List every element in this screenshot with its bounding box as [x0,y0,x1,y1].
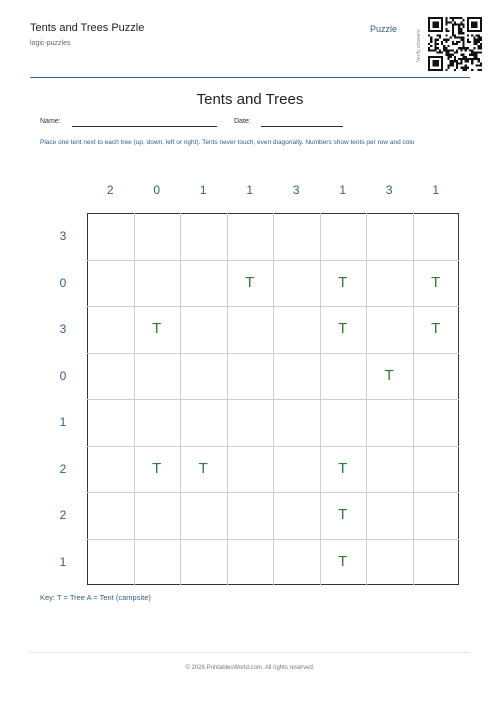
tree-marker: T [152,320,162,337]
name-field[interactable] [72,126,217,127]
column-clue: 1 [199,183,207,197]
tree-marker: T [431,320,441,337]
date-label: Date: [234,118,251,125]
grid-line-horizontal [87,399,459,400]
footer-copyright: © 2026 PrintablesWorld.com. All rights reserved. [185,665,315,671]
tree-marker: T [338,459,348,477]
row-clue: 2 [59,461,67,476]
row-clue: 3 [59,322,67,336]
qr-label: Verify answers [416,29,422,63]
tree-marker: T [245,273,255,291]
key-legend: Key: T = Tree A = Tent (campsite) [40,593,151,602]
row-clue: 0 [59,275,67,290]
grid-line-vertical [320,213,321,585]
column-clue: 1 [246,183,254,197]
footer-divider [30,652,470,653]
grid-line-horizontal [87,539,459,540]
tree-marker: T [384,366,394,384]
date-field[interactable] [261,126,343,127]
row-clue: 1 [59,415,67,429]
page-title: Tents and Trees [196,91,304,108]
tree-marker: T [198,459,208,477]
grid-line-vertical [366,213,367,585]
column-clue: 1 [339,183,347,197]
header-subtitle: logic-puzzles [30,40,71,47]
row-clue: 2 [59,508,67,522]
tree-marker: T [338,273,348,291]
column-clue: 0 [153,183,161,197]
column-clue: 2 [106,183,114,197]
header-category: Puzzle [370,24,398,34]
tree-marker: T [431,273,441,291]
name-label: Name: [40,118,61,125]
grid-line-vertical [413,213,414,585]
header-divider [30,77,470,78]
instructions: Place one tent next to each tree (up, down, left or right). Tents never touch, even diagonally. Numbers show tents per row and colu [40,139,415,146]
header-title: Tents and Trees Puzzle [30,22,145,34]
tree-marker: T [152,459,162,477]
qr-code-icon [428,17,482,71]
column-clue: 1 [432,183,440,197]
grid-line-horizontal [87,492,459,493]
row-clue: 3 [59,229,67,243]
column-clue: 3 [292,183,300,197]
column-clue: 3 [385,183,393,197]
grid-line-horizontal [87,446,459,447]
tree-marker: T [338,506,348,523]
tree-marker: T [338,320,348,337]
tree-marker: T [338,552,348,570]
row-clue: 1 [59,554,67,569]
row-clue: 0 [59,368,67,383]
